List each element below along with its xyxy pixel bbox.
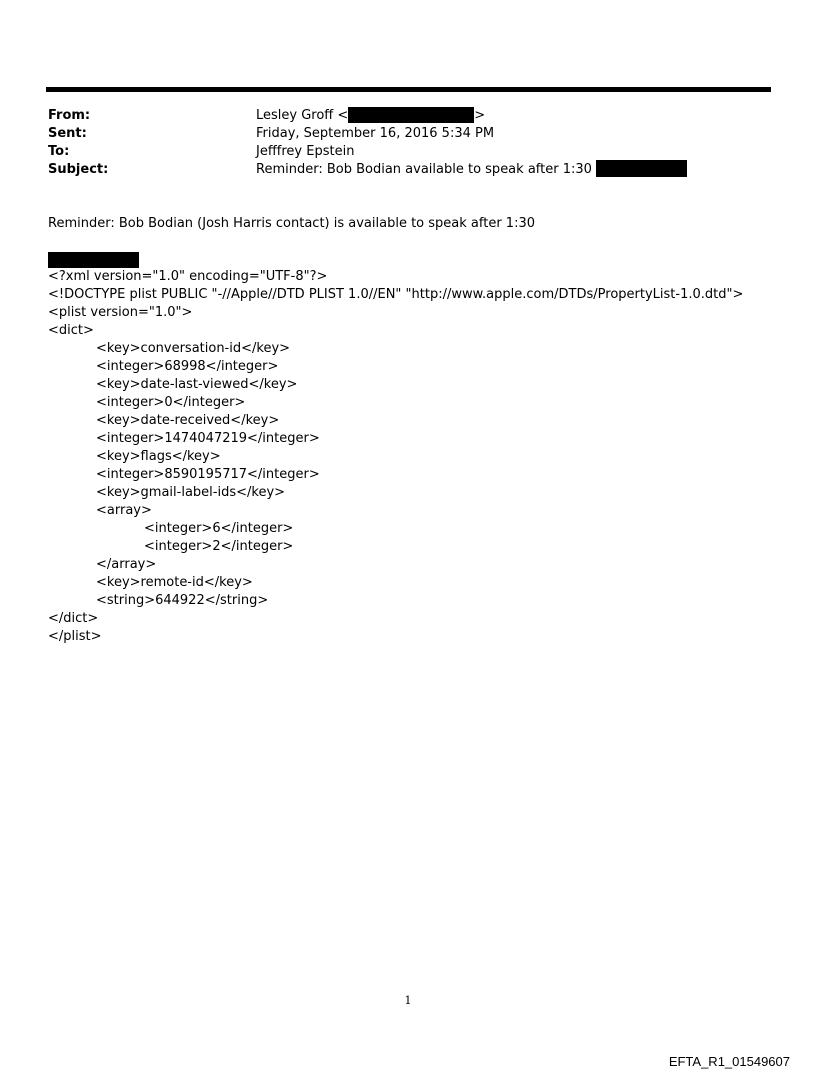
xml-line: <integer>8590195717</integer> — [96, 467, 320, 482]
xml-line: <array> — [96, 503, 152, 518]
xml-plist-block — [48, 268, 743, 646]
xml-line: </array> — [96, 557, 157, 572]
redacted-body-text — [48, 252, 139, 268]
xml-line: <key>conversation-id</key> — [96, 341, 291, 356]
subject-value — [256, 161, 687, 179]
document-id: EFTA_R1_01549607 — [668, 1054, 790, 1069]
from-suffix: > — [474, 108, 486, 123]
page-number: 1 — [404, 994, 412, 1007]
sent-label: Sent: — [48, 126, 87, 141]
message-text: Reminder: Bob Bodian (Josh Harris contact) is available to speak after 1:30 — [48, 216, 535, 231]
from-value — [256, 107, 485, 125]
to-value: Jefffrey Epstein — [256, 144, 355, 159]
xml-line: <key>remote-id</key> — [96, 575, 253, 590]
xml-line: </plist> — [48, 629, 102, 644]
xml-line: </dict> — [48, 611, 99, 626]
xml-line: <dict> — [48, 323, 94, 338]
xml-line: <integer>2</integer> — [144, 539, 294, 554]
from-label: From: — [48, 108, 91, 123]
subject-text: Reminder: Bob Bodian available to speak after 1:30 — [256, 162, 592, 177]
sent-value: Friday, September 16, 2016 5:34 PM — [256, 126, 495, 141]
xml-line: <plist version="1.0"> — [48, 305, 193, 320]
to-label: To: — [48, 144, 70, 159]
xml-line: <integer>6</integer> — [144, 521, 294, 536]
xml-line: <key>date-received</key> — [96, 413, 280, 428]
subject-label: Subject: — [48, 162, 109, 177]
xml-line: <key>date-last-viewed</key> — [96, 377, 298, 392]
xml-line: <?xml version="1.0" encoding="UTF-8"?> — [48, 269, 328, 284]
xml-line: <integer>68998</integer> — [96, 359, 279, 374]
xml-line: <!DOCTYPE plist PUBLIC "-//Apple//DTD PLIST 1.0//EN" "http://www.apple.com/DTDs/PropertyList-1.0.dtd"> — [48, 287, 744, 302]
redacted-subject-text — [596, 160, 687, 177]
from-name: Lesley Groff < — [256, 108, 349, 123]
redacted-email-address — [348, 107, 474, 123]
xml-line: <string>644922</string> — [96, 593, 269, 608]
xml-line: <integer>1474047219</integer> — [96, 431, 320, 446]
xml-line: <integer>0</integer> — [96, 395, 246, 410]
xml-line: <key>gmail-label-ids</key> — [96, 485, 286, 500]
header-divider — [46, 87, 771, 92]
xml-line: <key>flags</key> — [96, 449, 221, 464]
